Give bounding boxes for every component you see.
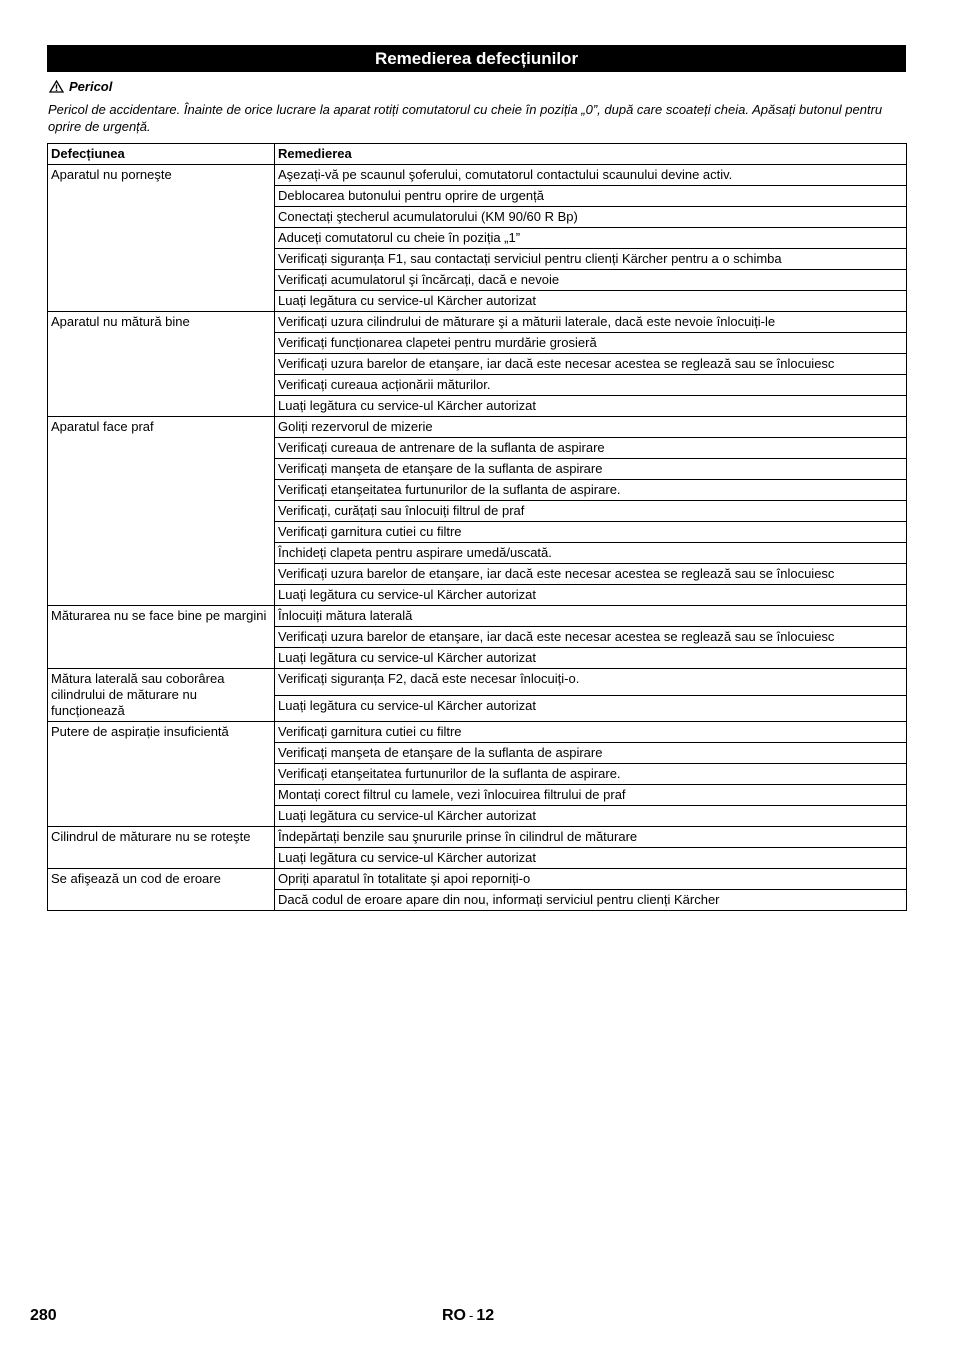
fault-cell: Aparatul face praf: [48, 417, 275, 606]
column-header-fault: Defecțiunea: [48, 144, 275, 165]
danger-heading: [49, 79, 112, 94]
remedy-cell: Verificați, curățați sau înlocuiți filtrul de praf: [275, 501, 907, 522]
remedy-cell: Verificați siguranța F1, sau contactați serviciul pentru clienți Kärcher pentru a o schimba: [275, 249, 907, 270]
footer-section-label: [442, 1307, 494, 1325]
table-row: [48, 165, 907, 186]
remedy-cell: Verificați garnitura cutiei cu filtre: [275, 722, 907, 743]
remedy-cell: Luați legătura cu service-ul Kärcher autorizat: [275, 291, 907, 312]
remedy-cell: Verificați siguranța F2, dacă este necesar înlocuiți-o.: [275, 669, 907, 696]
remedy-cell: Conectați ştecherul acumulatorului (KM 90/60 R Bp): [275, 207, 907, 228]
table-body: [48, 165, 907, 911]
troubleshooting-table: [47, 143, 907, 911]
table-row: [48, 827, 907, 848]
table-row: [48, 669, 907, 696]
danger-text: Pericol de accidentare. Înainte de orice lucrare la aparat rotiți comutatorul cu cheie în poziția „0”, după care scoateți cheia. Apăsați butonul pentru oprire de urgență.: [48, 102, 883, 134]
table-row: [48, 869, 907, 890]
remedy-cell: Deblocarea butonului pentru oprire de urgență: [275, 186, 907, 207]
remedy-cell: Îndepărtați benzile sau şnururile prinse în cilindrul de măturare: [275, 827, 907, 848]
remedy-cell: Luați legătura cu service-ul Kärcher autorizat: [275, 585, 907, 606]
page-title: Remedierea defecțiunilor: [374, 48, 579, 68]
remedy-cell: Luați legătura cu service-ul Kärcher autorizat: [275, 648, 907, 669]
warning-triangle-icon: [49, 80, 64, 93]
fault-cell: Cilindrul de măturare nu se roteşte: [48, 827, 275, 869]
page-title-bar: [47, 45, 906, 72]
footer-language: RO: [442, 1307, 466, 1324]
danger-heading-label: Pericol: [69, 79, 113, 94]
remedy-cell: Goliți rezervorul de mizerie: [275, 417, 907, 438]
remedy-cell: Verificați etanşeitatea furtunurilor de la suflanta de aspirare.: [275, 480, 907, 501]
column-header-remedy: Remedierea: [275, 144, 907, 165]
remedy-cell: Verificați uzura barelor de etanşare, iar dacă este necesar acestea se reglează sau se înlocuiesc: [275, 627, 907, 648]
remedy-cell: Luați legătura cu service-ul Kärcher autorizat: [275, 695, 907, 722]
footer-section-page: 12: [476, 1307, 495, 1324]
footer-dash: -: [469, 1308, 474, 1323]
remedy-cell: Montați corect filtrul cu lamele, vezi înlocuirea filtrului de praf: [275, 785, 907, 806]
fault-cell: Aparatul nu porneşte: [48, 165, 275, 312]
table-row: [48, 606, 907, 627]
remedy-cell: Luați legătura cu service-ul Kärcher autorizat: [275, 396, 907, 417]
fault-cell: Se afişează un cod de eroare: [48, 869, 275, 911]
remedy-cell: Verificați uzura barelor de etanşare, iar dacă este necesar acestea se reglează sau se înlocuiesc: [275, 354, 907, 375]
remedy-cell: Aduceți comutatorul cu cheie în poziția „1”: [275, 228, 907, 249]
remedy-cell: Aşezați-vă pe scaunul şoferului, comutatorul contactului scaunului devine activ.: [275, 165, 907, 186]
table-row: [48, 722, 907, 743]
remedy-cell: Verificați acumulatorul şi încărcați, dacă e nevoie: [275, 270, 907, 291]
remedy-cell: Luați legătura cu service-ul Kärcher autorizat: [275, 806, 907, 827]
fault-cell: Aparatul nu mătură bine: [48, 312, 275, 417]
remedy-cell: Verificați cureaua acționării măturilor.: [275, 375, 907, 396]
remedy-cell: Dacă codul de eroare apare din nou, informați serviciul pentru clienți Kärcher: [275, 890, 907, 911]
table-row: [48, 417, 907, 438]
remedy-cell: Verificați manşeta de etanşare de la suflanta de aspirare: [275, 459, 907, 480]
remedy-cell: Verificați uzura cilindrului de măturare şi a măturii laterale, dacă este nevoie înlocuiți-le: [275, 312, 907, 333]
remedy-cell: Verificați etanşeitatea furtunurilor de la suflanta de aspirare.: [275, 764, 907, 785]
page-number: 280: [30, 1307, 57, 1324]
remedy-cell: Verificați funcționarea clapetei pentru murdărie grosieră: [275, 333, 907, 354]
fault-cell: Putere de aspirație insuficientă: [48, 722, 275, 827]
fault-cell: Mătura laterală sau coborârea cilindrului de măturare nu funcționează: [48, 669, 275, 722]
table-row: [48, 312, 907, 333]
table-header-row: [48, 144, 907, 165]
remedy-cell: Verificați manşeta de etanşare de la suflanta de aspirare: [275, 743, 907, 764]
remedy-cell: Verificați cureaua de antrenare de la suflanta de aspirare: [275, 438, 907, 459]
fault-cell: Măturarea nu se face bine pe margini: [48, 606, 275, 669]
remedy-cell: Închideți clapeta pentru aspirare umedă/uscată.: [275, 543, 907, 564]
remedy-cell: Opriți aparatul în totalitate şi apoi reporniți-o: [275, 869, 907, 890]
remedy-cell: Verificați garnitura cutiei cu filtre: [275, 522, 907, 543]
remedy-cell: Luați legătura cu service-ul Kärcher autorizat: [275, 848, 907, 869]
remedy-cell: Verificați uzura barelor de etanşare, iar dacă este necesar acestea se reglează sau se înlocuiesc: [275, 564, 907, 585]
remedy-cell: Înlocuiți mătura laterală: [275, 606, 907, 627]
